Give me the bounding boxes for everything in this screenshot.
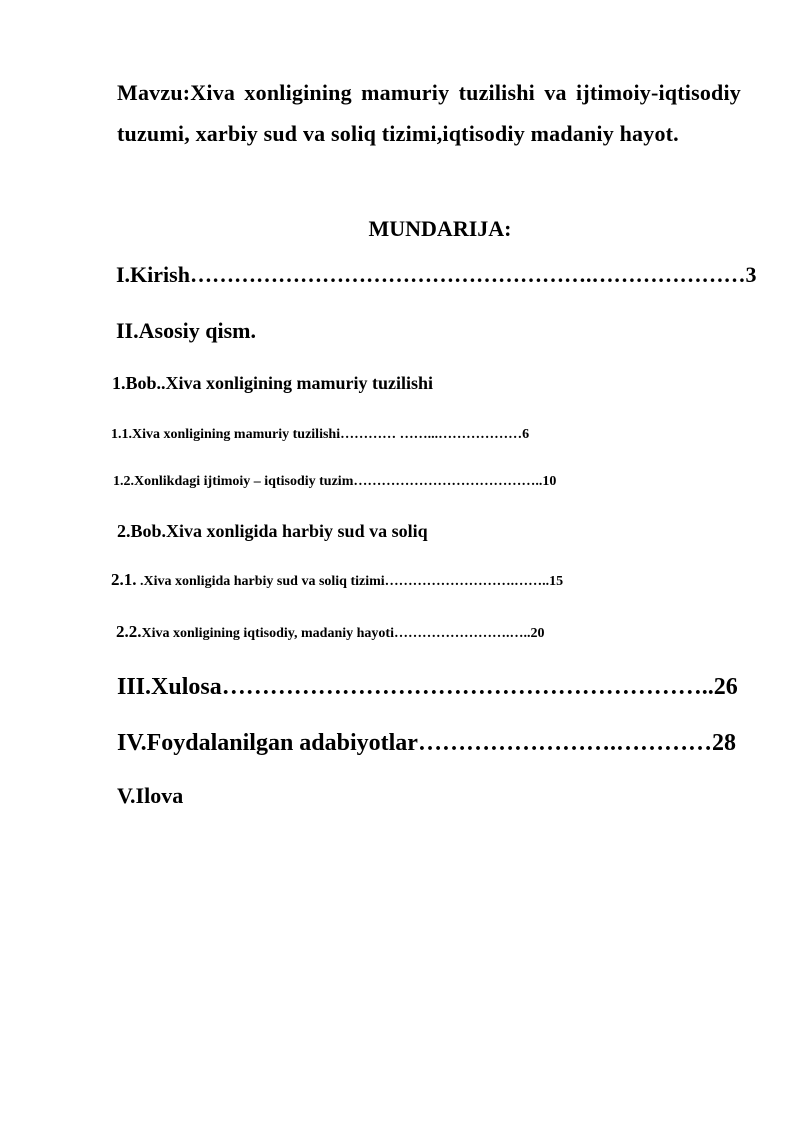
toc-entry-foydalanilgan-adabiyotlar: IV.Foydalanilgan adabiyotlar…………………….…………28 xyxy=(117,730,736,756)
toc-entry-bob-2: 2.Bob.Xiva xonligida harbiy sud va soliq xyxy=(117,521,428,541)
toc-entry-asosiy-qism: II.Asosiy qism. xyxy=(116,318,256,343)
toc-entry-kirish: I.Kirish……………………………………………….…………………3 xyxy=(116,262,757,287)
contents-heading: MUNDARIJA: xyxy=(368,216,512,241)
toc-entry-2-1-number: 2.1. xyxy=(111,570,137,589)
toc-entry-ilova: V.Ilova xyxy=(117,783,184,808)
toc-entry-2-2 xyxy=(116,621,544,645)
toc-entry-xulosa: III.Xulosa……………………………………………………..26 xyxy=(117,674,738,700)
toc-entry-2-1-text: .Xiva xonligida harbiy sud va soliq tizimi……………………….……..15 xyxy=(136,574,564,589)
toc-entry-2-1 xyxy=(111,569,563,593)
toc-entry-bob-1: 1.Bob..Xiva xonligining mamuriy tuzilishi xyxy=(112,373,434,393)
toc-entry-1-2: 1.2.Xonlikdagi ijtimoiy – iqtisodiy tuzim…………………………………..10 xyxy=(113,474,557,489)
topic-paragraph: Mavzu:Xiva xonligining mamuriy tuzilishi va ijtimoiy-iqtisodiy tuzumi, xarbiy sud va soliq tizimi,iqtisodiy madaniy hayot. xyxy=(117,80,741,146)
toc-entry-2-2-number: 2.2. xyxy=(116,622,142,641)
toc-entry-1-1: 1.1.Xiva xonligining mamuriy tuzilishi………… ……...………………6 xyxy=(111,427,530,442)
toc-entry-2-2-text: Xiva xonligining iqtisodiy, madaniy hayoti…………………….…..20 xyxy=(141,626,545,641)
